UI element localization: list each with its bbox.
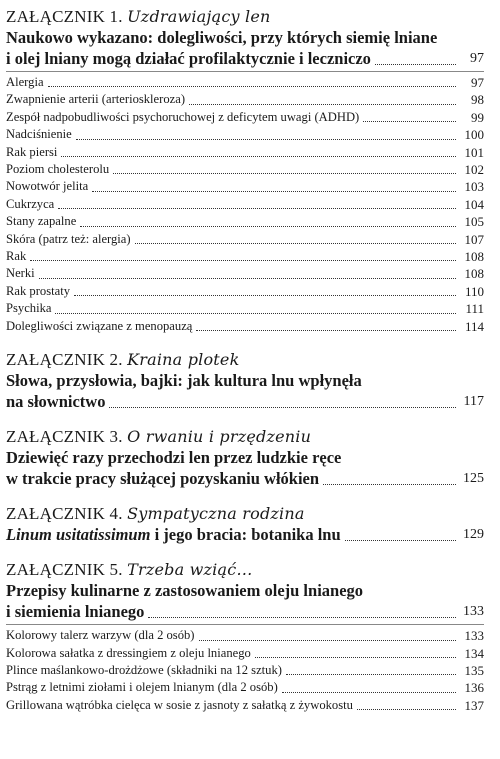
entry-title: Rak prostaty — [6, 283, 71, 298]
page-number: 110 — [464, 283, 484, 299]
heading-last-text: na słownictwo — [6, 392, 106, 412]
entry-title: Dolegliwości związane z menopauzą — [6, 318, 193, 333]
dot-leader — [92, 191, 456, 192]
heading-last-text: i siemienia lnianego — [6, 602, 145, 622]
toc-entry[interactable] — [6, 91, 484, 108]
appendix-label: ZAŁĄCZNIK 2. — [6, 350, 123, 370]
heading-last-line — [6, 468, 319, 489]
toc-entry[interactable] — [6, 645, 484, 662]
heading-entry[interactable] — [6, 468, 484, 489]
page-number: 117 — [463, 394, 484, 410]
toc-entry[interactable] — [6, 213, 484, 230]
entry-title: Nadciśnienie — [6, 127, 72, 142]
page-number: 97 — [470, 51, 484, 66]
appendix-title: O rwaniu i przędzeniu — [127, 427, 312, 447]
dot-leader — [323, 484, 456, 485]
entry-title: Zespół nadpobudliwości psychoruchowej z deficytem uwagi (ADHD) — [6, 109, 360, 124]
toc-entry[interactable] — [6, 265, 484, 282]
page-number: 97 — [471, 75, 484, 90]
appendix-heading — [6, 370, 484, 412]
appendix-header — [6, 426, 484, 447]
page-number: 102 — [464, 162, 484, 178]
toc-entry[interactable] — [6, 679, 484, 696]
page-number: 134 — [464, 645, 484, 661]
entry-title: Nerki — [6, 266, 35, 281]
page-number: 129 — [463, 527, 484, 543]
appendix-label: ZAŁĄCZNIK 4. — [6, 504, 123, 524]
appendix-section — [6, 6, 484, 335]
heading-last-line — [6, 48, 371, 69]
toc-entry[interactable] — [6, 627, 484, 644]
heading-last-line — [6, 601, 144, 622]
dot-leader — [109, 407, 456, 408]
entry-title: Pstrąg z letnimi ziołami i olejem lnianym (dla 2 osób) — [6, 680, 278, 695]
dot-leader — [80, 226, 456, 227]
latin-name: Linum usitatissimum — [6, 525, 151, 545]
table-of-contents — [6, 6, 484, 714]
appendix-heading — [6, 580, 484, 622]
toc-entry[interactable] — [6, 144, 484, 161]
toc-entry[interactable] — [6, 283, 484, 300]
dot-leader — [345, 540, 456, 541]
dot-leader — [48, 86, 456, 87]
dot-leader — [58, 208, 456, 209]
appendix-header — [6, 503, 484, 524]
appendix-section — [6, 559, 484, 714]
appendix-heading — [6, 27, 484, 69]
entry-title: Cukrzyca — [6, 196, 55, 211]
dot-leader — [39, 278, 456, 279]
entry-title: Rak — [6, 249, 27, 264]
dot-leader — [61, 156, 456, 157]
toc-entry[interactable] — [6, 662, 484, 679]
page-number: 133 — [464, 628, 484, 644]
page-number: 114 — [464, 318, 484, 334]
entry-title: Alergia — [6, 75, 44, 89]
appendix-title: Kraina plotek — [127, 350, 240, 370]
dot-leader — [135, 243, 456, 244]
appendix-section — [6, 426, 484, 489]
appendix-title: Uzdrawiający len — [127, 7, 271, 26]
divider — [6, 624, 484, 625]
entry-list — [6, 627, 484, 714]
toc-entry[interactable] — [6, 178, 484, 195]
dot-leader — [196, 330, 456, 331]
entry-title: Kolorowy talerz warzyw (dla 2 osób) — [6, 628, 195, 643]
page-number: 103 — [464, 179, 484, 195]
dot-leader — [30, 260, 456, 261]
entry-title: Grillowana wątróbka cielęca w sosie z jasnoty z sałatką z żywokostu — [6, 697, 353, 712]
page-number: 104 — [464, 196, 484, 212]
page-number: 98 — [471, 92, 484, 108]
toc-entry[interactable] — [6, 231, 484, 248]
toc-entry[interactable] — [6, 300, 484, 317]
dot-leader — [357, 709, 456, 710]
heading-line: Naukowo wykazano: dolegliwości, przy których siemię lniane — [6, 28, 438, 47]
dot-leader — [74, 295, 456, 296]
heading-entry[interactable] — [6, 48, 484, 69]
toc-entry[interactable] — [6, 248, 484, 265]
page-number: 100 — [464, 127, 484, 143]
heading-entry[interactable] — [6, 391, 484, 412]
dot-leader — [199, 640, 457, 641]
dot-leader — [282, 692, 456, 693]
page-number: 108 — [464, 266, 484, 282]
appendix-title: Sympatyczna rodzina — [127, 504, 305, 524]
page-number: 135 — [464, 662, 484, 678]
appendix-header — [6, 559, 484, 580]
page-number: 125 — [463, 471, 484, 487]
toc-entry[interactable] — [6, 196, 484, 213]
divider — [6, 71, 484, 72]
page-number: 101 — [464, 144, 484, 160]
entry-title: Poziom cholesterolu — [6, 162, 110, 177]
entry-title: Kolorowa sałatka z dressingiem z oleju lnianego — [6, 645, 251, 660]
page-number: 137 — [464, 697, 484, 713]
toc-entry[interactable] — [6, 74, 484, 91]
page-number: 133 — [463, 604, 484, 620]
appendix-label: ZAŁĄCZNIK 1. — [6, 7, 123, 26]
appendix-section — [6, 503, 484, 545]
dot-leader — [363, 121, 456, 122]
heading-line: Dziewięć razy przechodzi len przez ludzkie ręce — [6, 448, 342, 468]
page-number: 99 — [471, 109, 484, 125]
entry-title: Psychika — [6, 301, 52, 316]
dot-leader — [55, 313, 456, 314]
toc-entry[interactable] — [6, 126, 484, 143]
dot-leader — [255, 657, 456, 658]
dot-leader — [113, 173, 456, 174]
heading-last-text: i olej lniany mogą działać profilaktycznie i leczniczo — [6, 49, 371, 68]
dot-leader — [148, 617, 456, 618]
toc-entry[interactable] — [6, 109, 484, 126]
appendix-title: Trzeba wziąć… — [127, 560, 253, 580]
entry-title: Nowotwór jelita — [6, 179, 89, 194]
toc-entry[interactable] — [6, 318, 484, 335]
dot-leader — [375, 64, 456, 65]
entry-title: Rak piersi — [6, 144, 58, 159]
appendix-heading — [6, 524, 484, 545]
page-number: 111 — [465, 301, 484, 317]
heading-last-text: i jego bracia: botanika lnu — [150, 525, 341, 545]
page-number: 136 — [464, 680, 484, 696]
appendix-header — [6, 6, 484, 27]
heading-line: Przepisy kulinarne z zastosowaniem oleju lnianego — [6, 581, 364, 601]
appendix-label: ZAŁĄCZNIK 5. — [6, 560, 123, 580]
entry-list — [6, 74, 484, 335]
dot-leader — [76, 139, 456, 140]
page-number: 105 — [464, 214, 484, 230]
entry-title: Plince maślankowo-drożdżowe (składniki na 12 sztuk) — [6, 662, 282, 677]
heading-entry[interactable] — [6, 601, 484, 622]
entry-title: Skóra (patrz też: alergia) — [6, 231, 131, 246]
entry-title: Stany zapalne — [6, 214, 77, 229]
appendix-section — [6, 349, 484, 412]
appendix-header — [6, 349, 484, 370]
appendix-label: ZAŁĄCZNIK 3. — [6, 427, 123, 447]
page-number: 108 — [464, 249, 484, 265]
heading-line: Słowa, przysłowia, bajki: jak kultura lnu wpłynęła — [6, 371, 362, 391]
heading-entry[interactable] — [6, 524, 484, 545]
heading-last-text: w trakcie pracy służącej pozyskaniu włókien — [6, 469, 320, 489]
dot-leader — [286, 674, 456, 675]
entry-title: Zwapnienie arterii (arterioskleroza) — [6, 92, 186, 107]
appendix-heading — [6, 447, 484, 489]
toc-entry[interactable] — [6, 161, 484, 178]
heading-last-line — [6, 524, 341, 545]
dot-leader — [189, 104, 456, 105]
heading-last-line — [6, 391, 105, 412]
toc-entry[interactable] — [6, 697, 484, 714]
page-number: 107 — [464, 231, 484, 247]
